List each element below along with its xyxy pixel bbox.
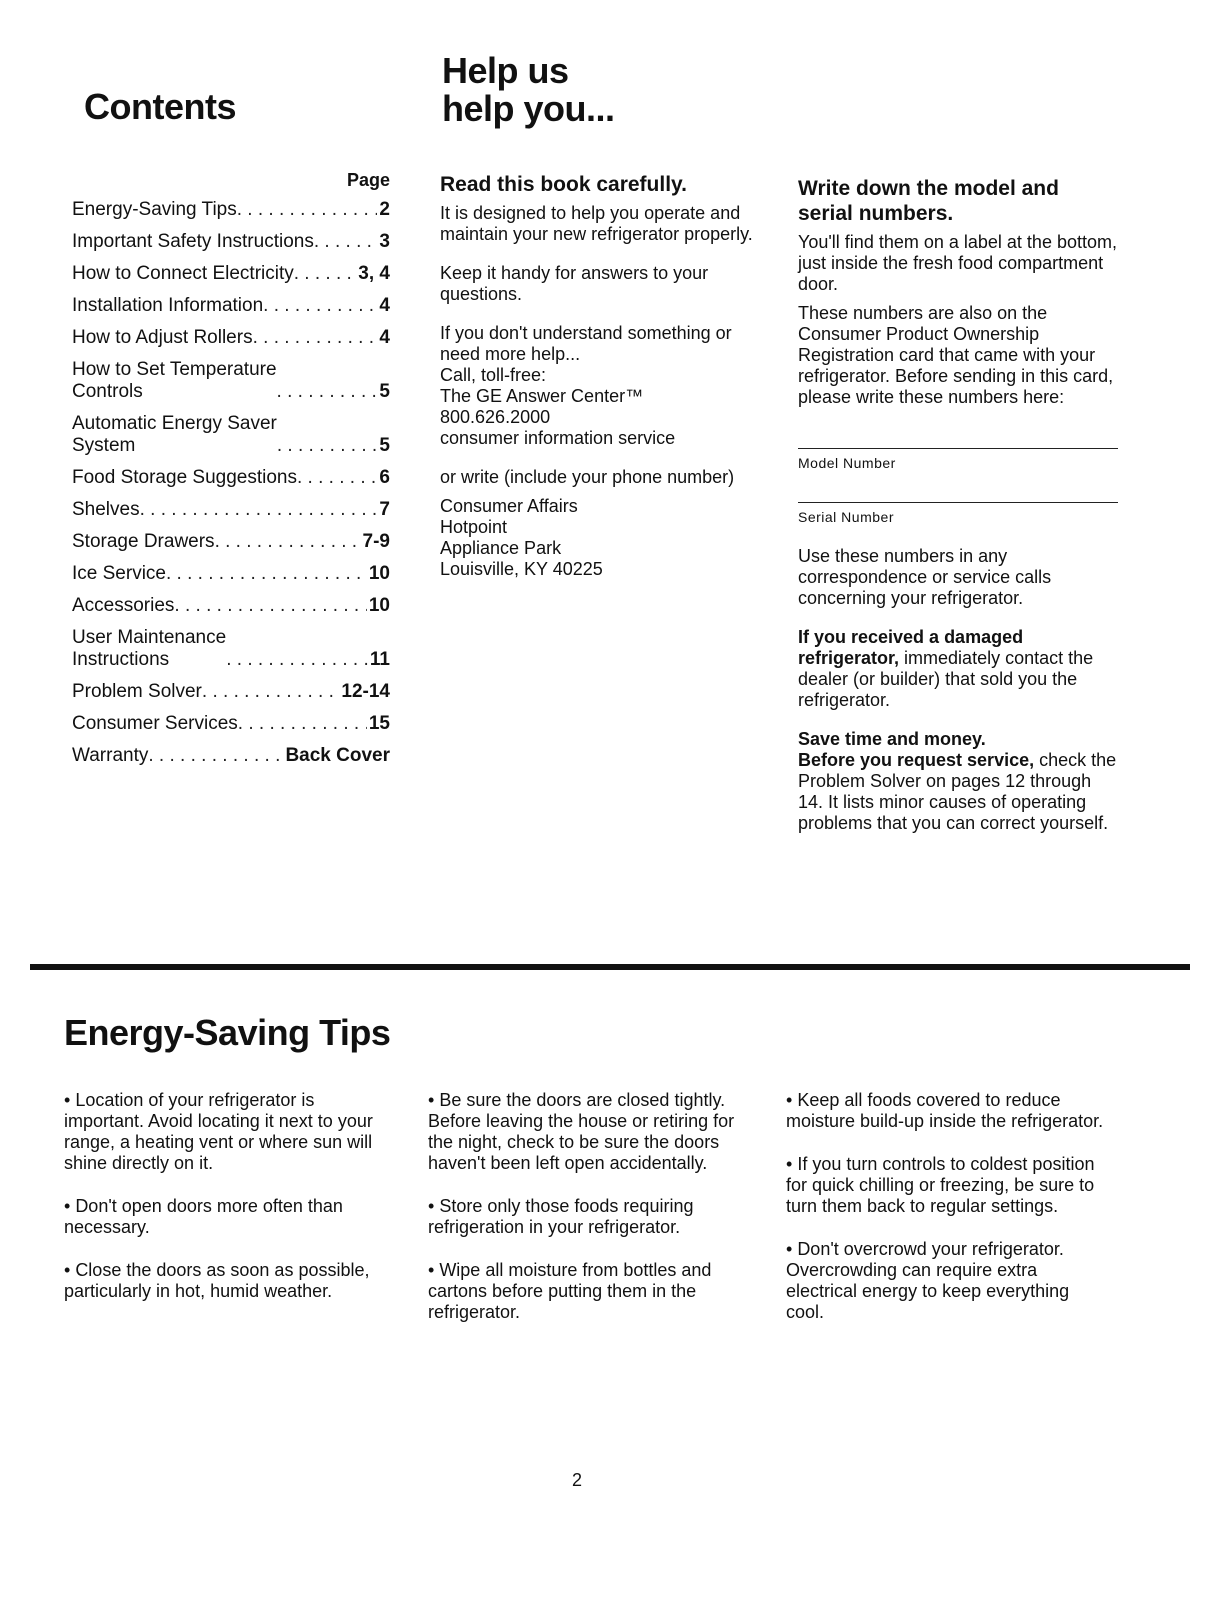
toc-entry-label: Problem Solver	[72, 681, 202, 702]
damaged-bold: If you received a damaged refrigerator,	[798, 627, 1024, 668]
toc-entry-page: 5	[379, 435, 390, 456]
help-title-line2: help you...	[442, 88, 615, 129]
address-line: Consumer Affairs	[440, 496, 578, 516]
toc-entry-label: Automatic Energy Saver System	[72, 413, 277, 456]
toc-entry-label: Installation Information	[72, 295, 264, 316]
toc-entry-page: Back Cover	[285, 745, 390, 766]
section-divider	[30, 964, 1190, 970]
toc-entry	[72, 563, 390, 585]
toc-entry-page: 10	[368, 595, 390, 616]
toc-entry	[72, 413, 390, 457]
toc-entry	[72, 327, 390, 349]
toc-leader-dots	[263, 295, 377, 317]
toc-leader-dots	[253, 327, 378, 349]
answer-center-desc: consumer information service	[440, 428, 676, 448]
toc-leader-dots	[148, 745, 283, 767]
toc-entry-page: 4	[379, 295, 390, 316]
toc-page-header: Page	[346, 170, 390, 190]
toc-entry-label: Energy-Saving Tips	[72, 199, 237, 220]
toc-leader-dots	[294, 263, 357, 285]
toc-entry-page: 15	[368, 713, 390, 734]
toc-entry	[72, 745, 390, 767]
toc-leader-dots	[166, 563, 367, 585]
toc-entry-label: Important Safety Instructions	[72, 231, 314, 252]
contents-title: Contents	[84, 86, 236, 127]
page-number: 2	[572, 1470, 583, 1490]
toc-entry-page: 7	[379, 499, 390, 520]
toc-entry-label: Warranty	[72, 745, 149, 766]
tip-item: • Location of your refrigerator is important. Avoid locating it next to your range, a heating vent or where sun will shine directly on it.	[64, 1090, 394, 1174]
address-line: Louisville, KY 40225	[440, 559, 603, 579]
serial-number-field	[798, 502, 1118, 528]
read-p4: or write (include your phone number)	[440, 467, 735, 487]
toc-entry	[72, 231, 390, 253]
save-heading: Save time and money.	[798, 729, 986, 749]
toc-entry-page: 2	[379, 199, 390, 220]
toc-leader-dots	[314, 231, 378, 253]
toc-entry-label: How to Adjust Rollers	[72, 327, 253, 348]
help-title-line1: Help us	[442, 50, 569, 91]
serial-number-label: Serial Number	[798, 509, 894, 525]
read-heading: Read this book carefully.	[440, 173, 688, 196]
toc-leader-dots	[140, 499, 378, 521]
toc-entry-page: 12-14	[341, 681, 390, 702]
toc-entry	[72, 531, 390, 553]
toc-leader-dots	[226, 649, 368, 671]
tip-item: • Keep all foods covered to reduce moisture build-up inside the refrigerator.	[786, 1090, 1106, 1132]
save-bold: Before you request service,	[798, 750, 1035, 770]
write-p3: Use these numbers in any correspondence or service calls concerning your refrigerator.	[798, 546, 1052, 608]
write-heading: Write down the model and serial numbers.	[798, 177, 1059, 225]
toc-entry-label: How to Set Temperature Controls	[72, 359, 277, 402]
toc-list	[72, 199, 390, 767]
model-number-field	[798, 448, 1118, 474]
toc-leader-dots	[277, 381, 378, 403]
tip-item: • Store only those foods requiring refrigeration in your refrigerator.	[428, 1196, 758, 1238]
toc-entry-page: 4	[379, 327, 390, 348]
toc-entry-label: Food Storage Suggestions	[72, 467, 297, 488]
toc-leader-dots	[174, 595, 366, 617]
toc-leader-dots	[202, 681, 340, 703]
toc-entry-page: 6	[379, 467, 390, 488]
read-p2: Keep it handy for answers to your questions.	[440, 263, 709, 304]
toc-leader-dots	[297, 467, 377, 489]
energy-title: Energy-Saving Tips	[64, 1012, 391, 1053]
toc-entry-page: 3, 4	[358, 263, 390, 284]
tip-item: • Don't overcrowd your refrigerator. Overcrowding can require extra electrical energy to keep everything cool.	[786, 1239, 1106, 1323]
toc-entry	[72, 499, 390, 521]
toc-leader-dots	[237, 199, 378, 221]
address-line: Appliance Park	[440, 538, 562, 558]
damaged-rest: immediately contact the dealer (or builder) that sold you the refrigerator.	[798, 648, 1094, 710]
save-rest: check the Problem Solver on pages 12 through 14. It lists minor causes of operating problems that you can correct yourself.	[798, 750, 1117, 833]
read-p3a: If you don't understand something or need more help...	[440, 323, 732, 364]
tips-column-2	[428, 1090, 758, 1345]
tip-item: • If you turn controls to coldest position for quick chilling or freezing, be sure to turn them back to regular settings.	[786, 1154, 1106, 1217]
read-section	[440, 172, 770, 580]
tip-item: • Close the doors as soon as possible, particularly in hot, humid weather.	[64, 1260, 394, 1302]
toc-entry	[72, 263, 390, 285]
answer-center-phone: 800.626.2000	[440, 407, 551, 427]
toc-entry	[72, 359, 390, 403]
tip-item: • Wipe all moisture from bottles and cartons before putting them in the refrigerator.	[428, 1260, 758, 1323]
tip-item: • Don't open doors more often than necessary.	[64, 1196, 394, 1238]
write-p2: These numbers are also on the Consumer Product Ownership Registration card that came with your refrigerator. Before sending in this card, please write these numbers here:	[798, 303, 1114, 407]
toc-leader-dots	[215, 531, 361, 553]
toc-leader-dots	[238, 713, 367, 735]
toc-entry-page: 3	[379, 231, 390, 252]
toc-entry-label: Accessories	[72, 595, 175, 616]
toc-entry	[72, 627, 390, 671]
toc-entry-label: Consumer Services	[72, 713, 238, 734]
toc-entry-label: Ice Service	[72, 563, 166, 584]
toc-entry	[72, 295, 390, 317]
address-line: Hotpoint	[440, 517, 508, 537]
damaged-paragraph	[798, 627, 1118, 711]
toc-entry-label: Shelves	[72, 499, 140, 520]
read-p3b: Call, toll-free:	[440, 365, 547, 385]
mailing-address	[440, 496, 770, 580]
toc-entry-page: 11	[369, 649, 390, 670]
toc-entry-page: 7-9	[362, 531, 390, 552]
save-paragraph	[798, 750, 1118, 834]
write-section	[798, 176, 1118, 834]
toc-leader-dots	[277, 435, 378, 457]
tips-column-3	[786, 1090, 1106, 1345]
write-p1: You'll find them on a label at the bottom, just inside the fresh food compartment door.	[798, 232, 1117, 294]
table-of-contents	[72, 170, 390, 777]
tips-column-1	[64, 1090, 394, 1324]
model-number-label: Model Number	[798, 455, 896, 471]
toc-entry	[72, 713, 390, 735]
toc-entry	[72, 681, 390, 703]
answer-center-name: The GE Answer Center™	[440, 386, 644, 406]
toc-entry-page: 5	[379, 381, 390, 402]
toc-entry-label: Storage Drawers	[72, 531, 215, 552]
toc-entry	[72, 595, 390, 617]
read-p1: It is designed to help you operate and maintain your new refrigerator properly.	[440, 203, 753, 244]
toc-entry-label: How to Connect Electricity	[72, 263, 294, 284]
help-title	[442, 52, 615, 128]
toc-entry	[72, 199, 390, 221]
tip-item: • Be sure the doors are closed tightly. Before leaving the house or retiring for the night, check to be sure the doors haven't been left open accidentally.	[428, 1090, 758, 1174]
toc-entry-label: User Maintenance Instructions	[72, 627, 227, 670]
toc-entry-page: 10	[368, 563, 390, 584]
toc-entry	[72, 467, 390, 489]
